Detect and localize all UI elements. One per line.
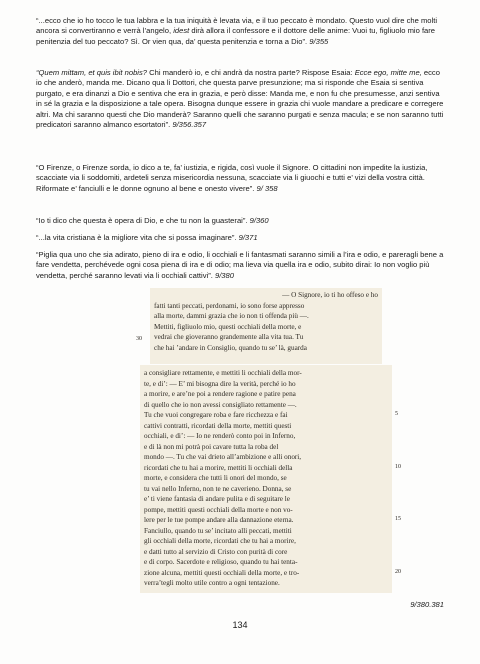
scan-line: Fanciullo, quando tu se’ incitato alli peccati, mettiti xyxy=(144,526,292,535)
scan-line: cattivi contratti, ricordati della morte, mettiti questi xyxy=(144,421,292,430)
scan-line: che hai ’andare in Consiglio, quando tu se’ là, guarda xyxy=(154,343,307,352)
reference: 9/380 xyxy=(214,270,234,280)
paragraph-5: “...la vita cristiana è la migliore vita che si possa imaginare”. 9/371 xyxy=(36,233,258,242)
paragraph-3: “O Firenze, o Firenze sorda, io dico a te, fa’ iustizia, e rigida, così vuole il Signore. O cittadini non impedite la iustizia, scacciate via li soddomiti, ardeteli senza misericordia nessuna, scacciate via li giuochi e tutti e’ vizi della vostra città. Riformate e’ fanciulli e le donne ognuno al bene e onesto vivere”. 9/ 358 xyxy=(36,163,428,193)
scan-line: fatti tanti peccati, perdonami, io sono forse appresso xyxy=(154,301,305,310)
scan-line: te, e di’: — E’ mi bisogna dire la verità, perché io ho xyxy=(144,379,296,388)
page-number: 134 xyxy=(232,620,248,630)
scan-line: lere per le tue pompe andare alla dannazione eterna. xyxy=(144,516,294,524)
scan-line: zione alcuna, mettiti questi occhiali della morte, e tro- xyxy=(144,568,300,577)
scan-line: verra’tegli molto utile contro a ogni tentazione. xyxy=(144,579,280,587)
scanned-excerpt-bottom xyxy=(140,365,392,593)
scan-line: gli occhiali della morte, ricordati che tu hai a morire, xyxy=(144,537,296,545)
reference: 9/355 xyxy=(309,36,329,46)
scan-line: a consigliare rettamente, e mettiti li occhiali della mor- xyxy=(144,369,302,377)
scan-line: morte, e considera che tutti li onori del mondo, se xyxy=(144,474,287,482)
scan-line: e di corpo. Sacerdote e religioso, quando tu hai tenta- xyxy=(144,558,298,566)
paragraph-6: “Piglia qua uno che sia adirato, pieno di ira e odio, li occhiali e li fantasmati saranno simili a l’ira e odio, e pareragli bene a fare vendetta, perchévede ogni cosa piena di ira e di odio; ma lieva via quella ira e odio, subito dirai: Io non voglio più vendetta, perché saranno levati via li occhiali cattivi”. 9/380 xyxy=(36,250,444,280)
scan-line: occhiali, e di’: — Io ne renderò conto poi in Inferno, xyxy=(144,432,296,440)
scan-line: e’ ti viene fantasia di andare pulita e di seguitare le xyxy=(144,495,290,503)
reference: 9/371 xyxy=(238,233,258,242)
reference: 9/356.357 xyxy=(172,120,207,130)
scan-line: vedrai che gioveranno grandemente alla vita tua. Tu xyxy=(154,333,304,341)
line-number: 10 xyxy=(395,464,401,470)
line-number: 30 xyxy=(136,336,142,342)
scan-line: Tu che vuoi congregare roba e fare ricchezza e fai xyxy=(144,411,288,419)
scan-line: pompe, mettiti questi occhiali della morte e non vo- xyxy=(144,505,293,514)
line-number: 5 xyxy=(395,411,398,417)
line-number: 15 xyxy=(395,516,401,522)
scan-line: tu vai nello Inferno, non te ne caverieno. Donna, se xyxy=(144,484,292,493)
reference: 9/ 358 xyxy=(256,183,278,193)
line-number: 20 xyxy=(395,569,401,575)
scanned-excerpt-top xyxy=(150,288,382,364)
scan-line: — O Signore, io ti ho offeso e ho xyxy=(282,291,378,299)
scan-line: alla morte, dammi grazia che io non ti offenda più —. xyxy=(154,312,309,320)
reference: 9/380.381 xyxy=(410,600,444,609)
scan-line: a morire, e are’ne poi a rendere ragione e patire pena xyxy=(144,390,296,398)
scan-line: e datti tutto al servizio di Cristo con purità di core xyxy=(144,547,288,556)
scan-line: Mettiti, figliuolo mio, questi occhiali della morte, e xyxy=(154,322,302,331)
reference: 9/360 xyxy=(249,216,269,225)
scan-line: di quello che io non avessi consigliato rettamente —. xyxy=(144,400,297,409)
scan-line: mondo —. Tu che vai drieto all’ambizione e alli onori, xyxy=(144,453,302,461)
paragraph-1: “...ecco che io ho tocco le tua labbra e la tua iniquità è levata via, e il tuo peccato è mondato. Questo vuol dire che molti ancora si convertiranno e verrà l’angelo, idest dirà allora il confessore e il dottore delle anime: Vuoi tu, figliuolo mio fare penitenzia del tuo peccato? Sì. Or vien qua, da’ questa penitenzia e torna a Dio”. 9/355 xyxy=(36,16,438,46)
paragraph-4: “Io ti dico che questa è opera di Dio, e che tu non la guasterai”. 9/360 xyxy=(36,216,269,225)
scan-line: e di là non mi potrà poi cavare tutta la roba del xyxy=(144,442,279,451)
paragraph-2: “Quem mittam, et quis ibit nobis? Chi manderò io, e chi andrà da nostra parte? Rispose Esaia: Ecce ego, mitte me, ecco io che anderò, manda me. Dicano qua li Dottori, che questa parve presunzione; ma si risponde che Esaia si sentiva purgato, e era dinanzi a Dio e sentiva che era in grazia, e però disse: Manda me, e non fu che presumesse, anzi sentiva in sé la grazia e la disposizione a tale opera. Bisogna dunque essere in grazia chi vuole mandare a predicare e corregere altri. Ma chi saranno questi che Dio manderà? Saranno quelli che saranno purgati e senza macula; e se non saranno tutti predicatori saranno almanco esortatori”. 9/356.357 xyxy=(36,68,444,130)
scan-line: ricordati che tu hai a morire, mettiti li occhiali della xyxy=(144,463,293,472)
